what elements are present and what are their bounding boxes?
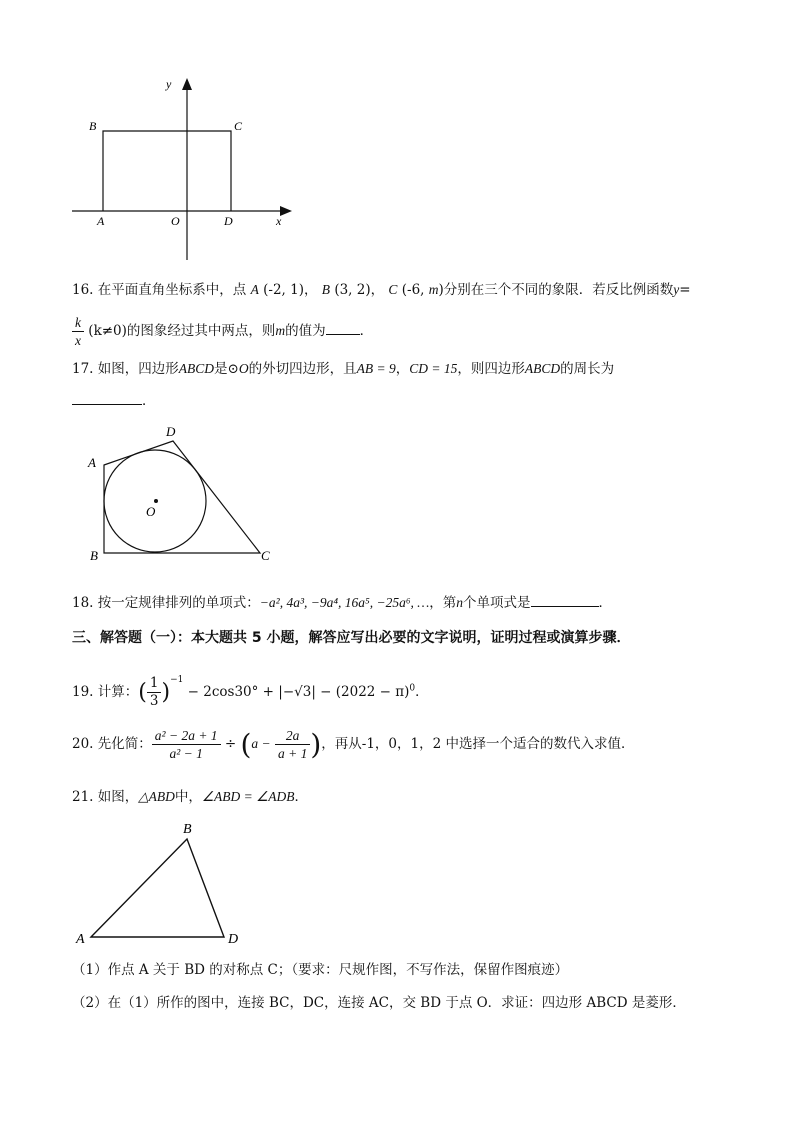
q16-cond: (k≠0)的图象经过其中两点，则 (88, 323, 276, 339)
q16-a-coord: (-2, 1) (263, 282, 304, 298)
q18-terms: −a², 4a³, −9a⁴, 16a⁵, −25a⁶, … (259, 595, 430, 610)
q16-b-coord: (3, 2) (334, 282, 371, 298)
q20-fraction1 (152, 727, 221, 762)
q19-exp0: 0 (409, 683, 416, 694)
label-x: x (276, 214, 282, 228)
q21-line (72, 787, 308, 807)
q17-comma: ， (395, 361, 410, 377)
q17-text4: ，则四边形 (457, 361, 525, 377)
q18-number: 18. (72, 595, 94, 611)
q19-text1: 计算： (97, 684, 139, 700)
q16-text3: 的值为 (285, 323, 326, 339)
q16-fraction (72, 314, 84, 349)
q16-line2 (72, 314, 373, 349)
tangential-quadrilateral-figure (80, 420, 280, 570)
q21-angles: ∠ABD = ∠ADB (201, 789, 295, 804)
q19-end: ． (415, 684, 429, 700)
label-y: y (166, 77, 172, 91)
label-a: A (88, 455, 96, 470)
q17-text3: 的外切四边形，且 (248, 361, 357, 377)
label-a: A (97, 214, 105, 228)
q18-line (72, 592, 612, 613)
center-dot (154, 499, 158, 503)
label-a: A (76, 932, 85, 947)
q20-number: 20. (72, 736, 94, 752)
q16-c-coord: (-6, (401, 282, 425, 298)
q17-answer-blank[interactable] (72, 390, 142, 405)
q16-point-a: A (250, 282, 259, 297)
q21-number: 21. (72, 789, 94, 805)
q18-text2: ，第 (429, 595, 457, 611)
q20-num1: a² − 2a + 1 (152, 727, 221, 745)
q16-frac-num: k (72, 314, 84, 332)
q16-frac-den: x (75, 333, 81, 348)
label-o: O (171, 214, 180, 228)
q16-end: ． (359, 323, 374, 339)
circle-symbol-icon: ⊙ (227, 361, 239, 377)
rectangle-abcd (103, 131, 231, 211)
q16-m2: m (275, 323, 286, 338)
label-d: D (224, 214, 233, 228)
q16-text2: )分别在三个不同的象限．若反比例函数 (438, 282, 674, 298)
q19-exp: −1 (170, 675, 184, 685)
q21-part1: （1）作点 A 关于 BD 的对称点 C；（要求：尺规作图，不写作法，保留作图痕迹） (72, 962, 569, 978)
q18-answer-blank[interactable] (531, 592, 599, 607)
q16-m: m (428, 282, 439, 297)
x-axis-arrow (280, 206, 292, 216)
q20-den1: a² − 1 (169, 746, 203, 761)
q17-text2: 是 (214, 361, 228, 377)
q17-line1 (72, 359, 614, 379)
q17-abcd2: ABCD (524, 361, 561, 376)
q16-answer-blank[interactable] (326, 320, 360, 335)
q17-cd: CD = 15 (409, 361, 458, 376)
q18-end: ． (598, 595, 613, 611)
triangle-abd (91, 839, 224, 937)
q17-text1: 如图，四边形 (97, 361, 179, 377)
label-d: D (166, 424, 176, 439)
q20-line: 20. 先化简： $\frac{\text{a² − 2a + 1}}{\text{a² − 1}}$ ÷ (a − $\frac{2a}{a + 1}$ )，再从-1，0，1，2 中选择一个适合的数代入求值． (72, 728, 635, 761)
q19-frac-den: 3 (149, 693, 159, 709)
q16-point-b: B (321, 282, 331, 297)
q17-end: ． (142, 393, 156, 409)
q19-frac-num: 1 (147, 675, 162, 693)
q21-part2: （2）在（1）所作的图中，连接 BC，DC，连接 AC，交 BD 于点 O．求证：四边形 ABCD 是菱形． (72, 995, 686, 1011)
section-3-heading: 三、解答题（一）：本大题共 5 小题，解答应写出必要的文字说明，证明过程或演算步骤． (72, 630, 631, 646)
q19-line: 19. 计算：( $\frac{1}{3}$ )$^{-1} - 2\cos 30^\circ + |-√3| - (2022 - \pi)^0$． (72, 675, 429, 709)
q20-text1: 先化简： (97, 736, 152, 752)
q17-ab: AB = 9 (356, 361, 396, 376)
q19-number: 19. (72, 684, 94, 700)
q17-abcd: ABCD (178, 361, 215, 376)
q20-div: ÷ (224, 736, 237, 752)
q20-fraction2 (275, 727, 310, 762)
q21-end: ． (294, 789, 308, 805)
y-axis-arrow (182, 78, 192, 90)
label-d: D (228, 932, 239, 947)
q17-o: O (238, 361, 249, 376)
q17-line2 (72, 390, 156, 411)
q20-num2: 2a (275, 727, 310, 745)
q16-number: 16. (72, 282, 94, 298)
q19-rest: − 2cos30° + |−√3| − (2022 − π) (187, 684, 410, 700)
label-c: C (234, 119, 243, 133)
label-b: B (90, 548, 98, 563)
q21-triangle: △ABD (138, 789, 175, 804)
q20-a: a − (251, 736, 271, 751)
q18-text1: 按一定规律排列的单项式： (97, 595, 260, 611)
q16-line1: 16. 在平面直角坐标系中，点 A (-2, 1)， B (3, 2)， C (-6, m)分别在三个不同的象限．若反比例函数y= (72, 282, 691, 298)
q21-text1: 如图， (97, 789, 139, 805)
q17-text5: 的周长为 (560, 361, 615, 377)
q16-text1: 在平面直角坐标系中，点 (97, 282, 247, 298)
coordinate-figure (60, 70, 310, 270)
q16-eq: = (679, 282, 691, 298)
q18-text3: 个单项式是 (463, 595, 531, 611)
label-o: O (146, 504, 156, 519)
label-c: C (261, 548, 270, 563)
triangle-abd-figure (70, 815, 260, 950)
label-b: B (89, 119, 97, 133)
q21-text2: 中， (174, 789, 202, 805)
q17-number: 17. (72, 361, 94, 377)
q16-y: y (673, 282, 680, 297)
label-b: B (183, 822, 192, 837)
q19-fraction (147, 675, 162, 710)
q18-n: n (456, 595, 464, 610)
q20-den2: a + 1 (277, 746, 308, 761)
q16-point-c: C (388, 282, 398, 297)
q20-text2: ，再从-1，0，1，2 中选择一个适合的数代入求值． (321, 736, 635, 752)
